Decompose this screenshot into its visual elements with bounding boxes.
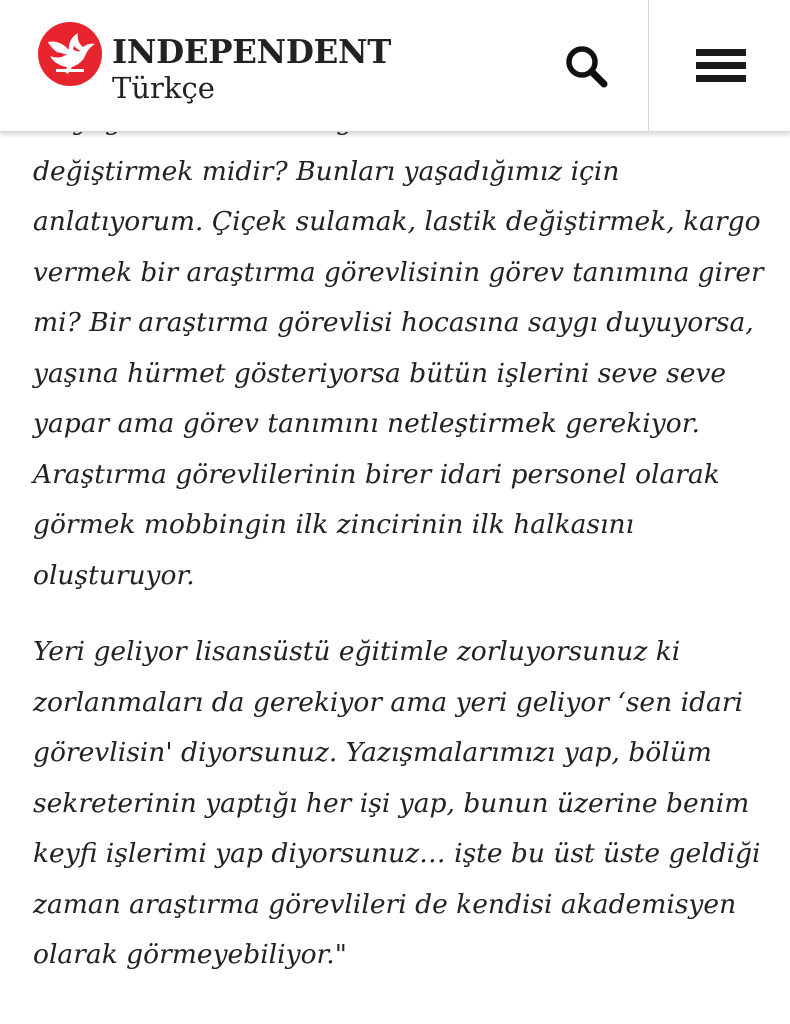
text-line: zaman araştırma görevlileri de kendisi akademisyen (33, 888, 737, 920)
text-line: sekreterinin yaptığı her işi yap, bunun üzerine benim (33, 787, 750, 819)
text-line: Araştırma görevlilerinin birer idari personel olarak (33, 458, 720, 490)
text-line: keyfi işlerimi yap diyorsunuz… işte bu üst üste geldiği (33, 838, 761, 869)
menu-bar-middle (696, 62, 746, 69)
menu-button[interactable] (696, 46, 748, 86)
text-line: oluşturuyor. (33, 559, 195, 591)
article-paragraph (33, 96, 763, 601)
text-line: görmek mobbingin ilk zincirinin ilk halkasını (33, 509, 635, 540)
search-button[interactable] (560, 40, 612, 92)
article-paragraph (33, 627, 763, 981)
text-line: vermek bir araştırma görevlisinin görev tanımına girer (33, 256, 764, 288)
text-line: mi? Bir araştırma görevlisi hocasına saygı duyuyorsa, (33, 307, 754, 338)
text-line: Yeri geliyor lisansüstü eğitimle zorluyorsunuz ki (33, 636, 681, 667)
menu-bar-bottom (696, 75, 746, 82)
site-logo-link[interactable] (38, 22, 408, 112)
text-line: zorlanmaları da gerekiyor ama yeri geliyor ‘sen idari (33, 686, 743, 718)
menu-bar-top (696, 49, 746, 56)
header-divider (648, 0, 649, 131)
brand-name: INDEPENDENT (112, 32, 392, 71)
brand-edition: Türkçe (112, 71, 215, 105)
search-icon (560, 40, 612, 92)
text-line: görevlisin' diyorsunuz. Yazışmalarımızı yap, bölüm (33, 737, 712, 768)
text-line: yaşına hürmet gösteriyorsa bütün işlerini seve seve (33, 357, 727, 389)
text-line: olarak görmeyebiliyor." (33, 939, 347, 970)
text-line: değiştirmek midir? Bunları yaşadığımız için (33, 155, 620, 187)
text-line: anlatıyorum. Çiçek sulamak, lastik değiştirmek, kargo (33, 206, 761, 237)
text-line: yapar ama görev tanımını netleştirmek gerekiyor. (33, 408, 700, 439)
eagle-logo-icon (38, 22, 102, 86)
site-header (0, 0, 790, 132)
article-body (33, 96, 763, 981)
